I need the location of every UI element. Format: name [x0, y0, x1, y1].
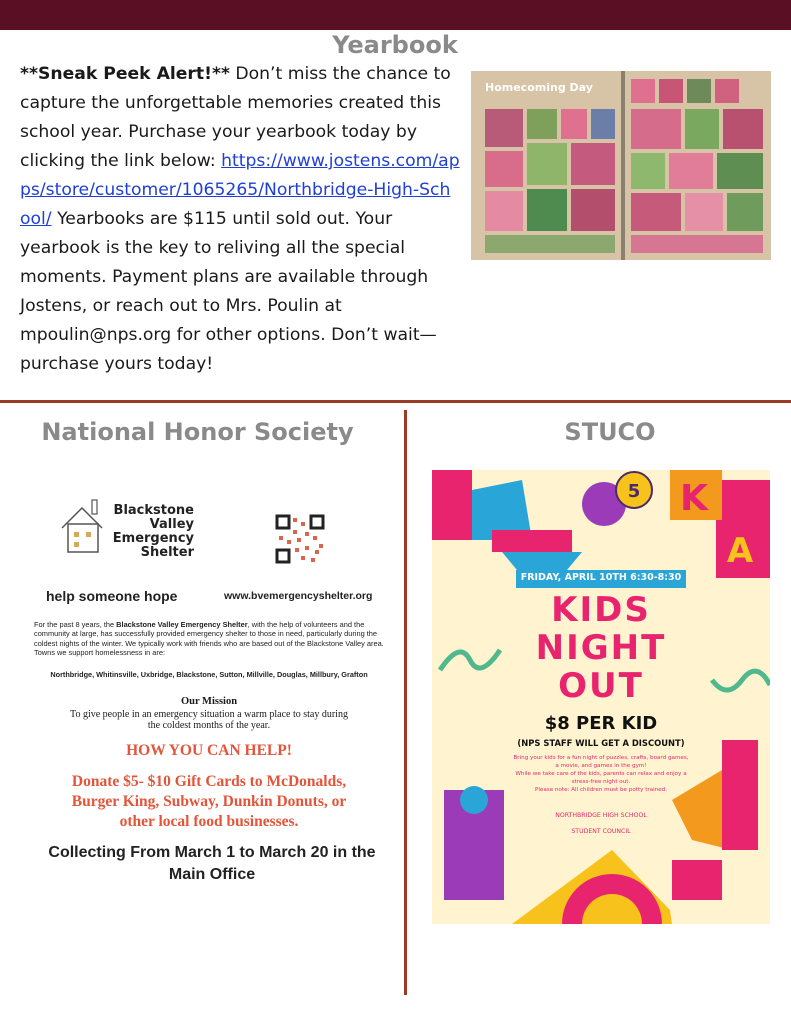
yearbook-intro: Don’t miss the chance to capture the unforgettable memories created this school year. Purchase your yearbook today by clicking the link below:	[20, 64, 451, 171]
collecting-text: Collecting From March 1 to March 20 in the Main Office	[48, 844, 376, 883]
stuco-title: STUCO	[564, 418, 656, 446]
shelter-flyer	[28, 490, 390, 900]
yearbook-preview-image	[471, 71, 771, 260]
block-k: K	[680, 478, 708, 519]
school-name: NORTHBRIDGE HIGH SCHOOL	[555, 812, 647, 819]
top-banner	[0, 0, 791, 30]
yearbook-title: Yearbook	[332, 31, 458, 59]
nhs-title: National Honor Society	[41, 418, 354, 446]
house-logo-icon	[58, 494, 118, 558]
section-divider-horizontal	[0, 400, 791, 403]
headline-kids: KIDS	[551, 590, 651, 630]
block-5: 5	[627, 481, 641, 502]
qr-code-icon	[275, 514, 325, 564]
jostens-link[interactable]: https://www.jostens.com/apps/store/customer/1065265/Northbridge-High-School/	[20, 151, 460, 229]
help-heading: HOW YOU CAN HELP!	[126, 742, 292, 759]
shelter-towns: Northbridge, Whitinsville, Uxbridge, Blackstone, Sutton, Millville, Douglas, Millbury, Grafton	[50, 670, 368, 679]
discount-text: (NPS STAFF WILL GET A DISCOUNT)	[517, 738, 685, 748]
shelter-logo-text: Blackstone Valley Emergency Shelter	[112, 503, 194, 560]
headline-out: OUT	[558, 666, 644, 706]
price-text: $8 PER KID	[544, 713, 658, 734]
donate-text: Donate $5- $10 Gift Cards to McDonalds, Burger King, Subway, Dunkin Donuts, or other local food businesses.	[71, 773, 347, 830]
student-council: STUDENT COUNCIL	[571, 828, 631, 835]
yearbook-image-heading: Homecoming Day	[485, 81, 593, 94]
shelter-website: www.bvemergencyshelter.org	[224, 590, 373, 602]
headline-night: NIGHT	[535, 628, 667, 668]
yearbook-body: Yearbooks are $115 until sold out. Your yearbook is the key to reliving all the special moments. Payment plans are available through Jostens, or reach out to Mrs. Poulin at mpoulin@nps.org for other options. Don’t wait—purchase yours today!	[20, 209, 437, 374]
section-divider-vertical	[404, 410, 407, 995]
mission-text: To give people in an emergency situation a warm place to stay during the coldest months of the year.	[70, 709, 348, 731]
mission-title: Our Mission	[180, 696, 238, 707]
event-date: FRIDAY, APRIL 10TH 6:30-8:30	[520, 572, 682, 583]
shelter-tagline: help someone hope	[46, 588, 178, 604]
sneak-peek-label: **Sneak Peek Alert!**	[20, 64, 230, 84]
shelter-description: For the past 8 years, the Blackstone Valley Emergency Shelter, with the help of volunteers and the community at large, has successfully provided emergency shelter to those in need, particularly during the coldest nights of the winter. We typically work with friends who are based out of the Blackstone Valley area. Towns we support homelessness in are:	[34, 620, 384, 658]
yearbook-text	[20, 60, 460, 379]
event-details: Bring your kids for a fun night of puzzles, crafts, board games, a movie, and games in the gym! While we take care of the kids, parents can relax and enjoy a stress-free night out. Please note: All children must be potty trained.	[513, 755, 689, 793]
block-a: A	[726, 531, 754, 571]
kids-night-poster	[432, 470, 770, 924]
